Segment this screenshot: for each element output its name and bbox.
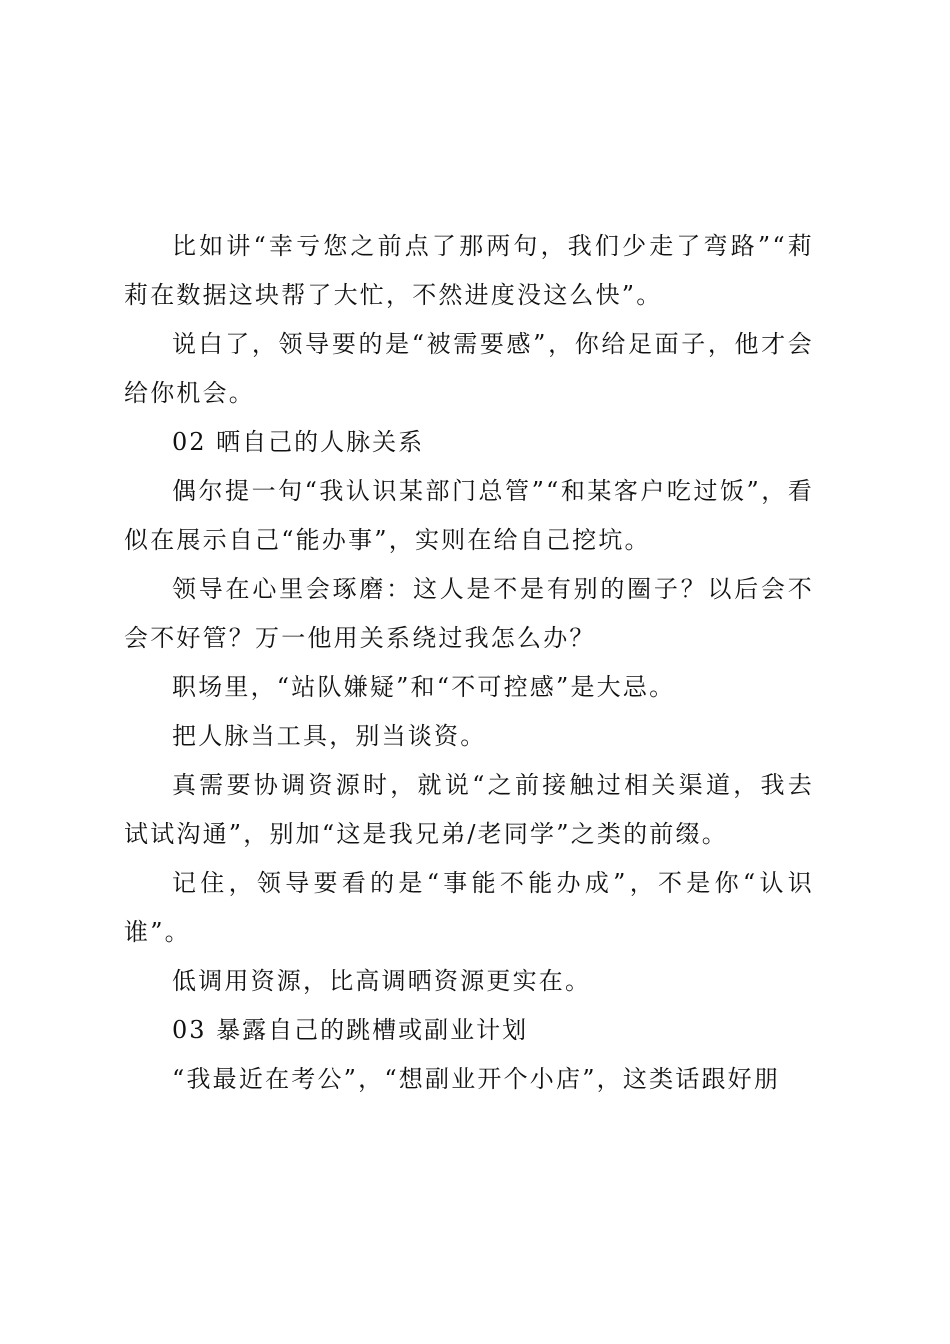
paragraph: 比如讲“幸亏您之前点了那两句，我们少走了弯路”“莉莉在数据这块帮了大忙，不然进度没这么快”。 <box>124 232 814 309</box>
paragraph: 职场里，“站队嫌疑”和“不可控感”是大忌。 <box>172 673 676 701</box>
document-body <box>124 222 814 1104</box>
section-heading: 02 晒自己的人脉关系 <box>172 428 425 456</box>
paragraph: 真需要协调资源时，就说“之前接触过相关渠道，我去试试沟通”，别加“这是我兄弟/老同学”之类的前缀。 <box>124 771 814 848</box>
paragraph: 记住，领导要看的是“事能不能办成”，不是你“认识谁”。 <box>124 869 814 946</box>
paragraph: 把人脉当工具，别当谈资。 <box>172 722 487 750</box>
paragraph: “我最近在考公”，“想副业开个小店”，这类话跟好朋 <box>172 1065 781 1093</box>
paragraph: 领导在心里会琢磨：这人是不是有别的圈子？以后会不会不好管？万一他用关系绕过我怎么办？ <box>124 575 814 652</box>
paragraph: 偶尔提一句“我认识某部门总管”“和某客户吃过饭”，看似在展示自己“能办事”，实则在给自己挖坑。 <box>124 477 814 554</box>
paragraph: 低调用资源，比高调晒资源更实在。 <box>172 967 592 995</box>
section-heading: 03 暴露自己的跳槽或副业计划 <box>172 1016 529 1044</box>
paragraph: 说白了，领导要的是“被需要感”，你给足面子，他才会给你机会。 <box>124 330 814 407</box>
